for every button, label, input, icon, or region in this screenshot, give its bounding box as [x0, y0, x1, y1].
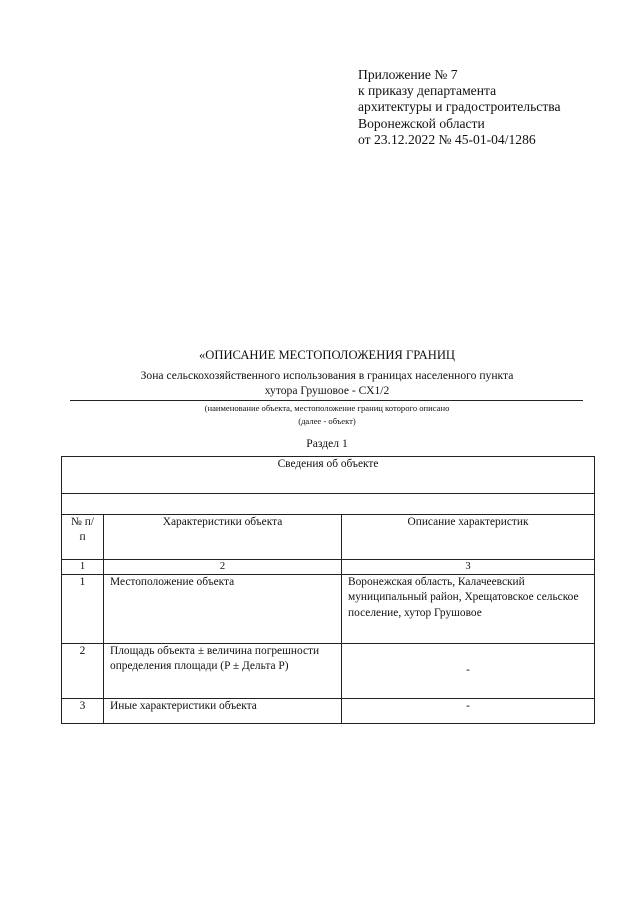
- caption-line-2: (далее - объект): [298, 416, 356, 426]
- zone-name-line-2: хутора Грушовое - СХ1/2: [264, 384, 390, 397]
- appendix-line: от 23.12.2022 № 45-01-04/1286: [358, 131, 536, 147]
- row-num: 3: [62, 699, 104, 724]
- zone-name-line-1: Зона сельскохозяйственного использования в границах населенного пункта: [140, 369, 514, 382]
- header-characteristics: Характеристики объекта: [104, 515, 342, 560]
- appendix-line: Воронежской области: [358, 115, 485, 131]
- table-title: Сведения об объекте: [62, 457, 595, 494]
- row-characteristic: Местоположение объекта: [104, 575, 342, 644]
- row-characteristic: Площадь объекта ± величина погрешности определения площади (P ± Дельта P): [104, 644, 342, 699]
- row-description: Воронежская область, Калачеевский муниципальный район, Хрещатовское сельское поселение, хутор Грушовое: [342, 575, 595, 644]
- appendix-line: архитектуры и градостроительства: [358, 99, 561, 115]
- column-number: 1: [62, 560, 104, 575]
- row-description: -: [342, 699, 595, 724]
- header-num: № п/п: [62, 515, 104, 560]
- column-number: 2: [104, 560, 342, 575]
- column-number-row: [62, 560, 595, 575]
- appendix-line: к приказу департамента: [358, 83, 497, 99]
- object-info-table: [61, 456, 595, 724]
- table-empty-row: [62, 494, 595, 515]
- header-description: Описание характеристик: [342, 515, 595, 560]
- table-row: [62, 699, 595, 724]
- row-num: 2: [62, 644, 104, 699]
- column-number: 3: [342, 560, 595, 575]
- table-row: [62, 644, 595, 699]
- row-characteristic: Иные характеристики объекта: [104, 699, 342, 724]
- row-description: -: [342, 644, 595, 699]
- table-header-row: [62, 515, 595, 560]
- appendix-line: Приложение № 7: [358, 67, 458, 82]
- underline-rule: [70, 400, 583, 401]
- row-num: 1: [62, 575, 104, 644]
- table-empty-cell: [62, 494, 595, 515]
- table-title-row: [62, 457, 595, 494]
- table-row: [62, 575, 595, 644]
- appendix-block: [358, 67, 561, 148]
- document-title: «ОПИСАНИЕ МЕСТОПОЛОЖЕНИЯ ГРАНИЦ: [198, 348, 456, 362]
- section-label: Раздел 1: [306, 437, 348, 450]
- caption-line-1: (наименование объекта, местоположение границ которого описано: [204, 403, 450, 413]
